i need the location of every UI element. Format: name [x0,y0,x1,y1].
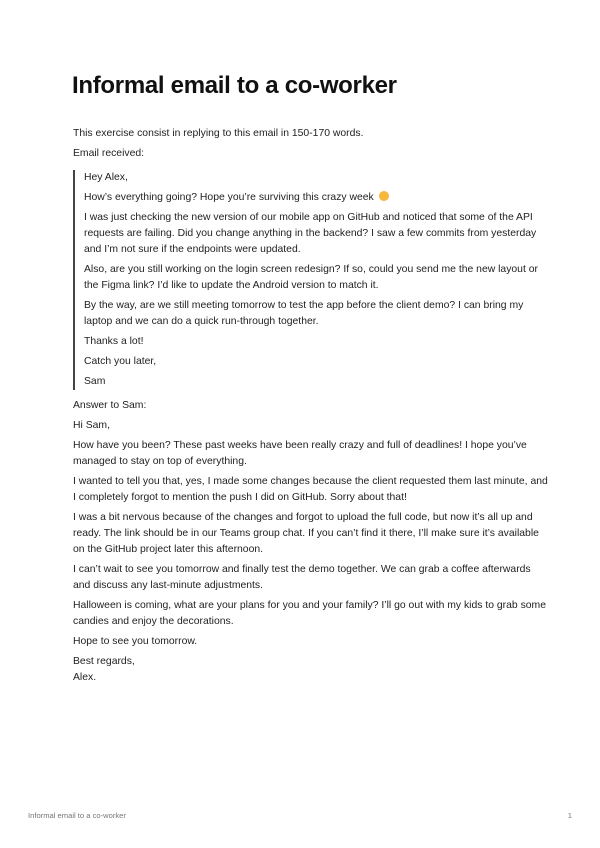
answer-signature: Alex. [73,672,97,683]
page-title: Informal email to a co-worker [72,72,397,99]
answer-paragraph-3: I was a bit nervous because of the changes and forgot to upload the full code, but now it’s all up and ready. The link should be in our Teams group chat. If you can’t find it there, I’ll make sure it’s available on the GitHub project later this afternoon. [73,512,539,555]
received-paragraph-1 [84,190,548,206]
received-paragraph-3: Also, are you still working on the login screen redesign? If so, could you send me the new layout or the Figma link? I’d like to update the Android version to match it. [84,264,538,291]
answer-closing: Best regards, [73,656,135,667]
received-email-quote [73,170,548,390]
received-thanks: Thanks a lot! [84,336,144,347]
smiling-sweat-face-icon [379,191,389,201]
answer-paragraph-2: I wanted to tell you that, yes, I made some changes because the client requested them last minute, and I completely forgot to mention the push I did on GitHub. Sorry about that! [73,476,548,503]
answer-paragraph-1: How have you been? These past weeks have been really crazy and full of deadlines! I hope you’ve managed to stay on top of everything. [73,440,527,467]
intro-text: This exercise consist in replying to this email in 150-170 words. [73,128,364,139]
received-paragraph-2: I was just checking the new version of our mobile app on GitHub and noticed that some of the API requests are failing. Did you change anything in the backend? I saw a few commits from yesterday and I’m not sure if the endpoints were updated. [84,212,537,255]
answer-label: Answer to Sam: [73,400,147,411]
answer-paragraph-4: I can’t wait to see you tomorrow and finally test the demo together. We can grab a coffee afterwards and discuss any last-minute adjustments. [73,564,531,591]
received-greeting: Hey Alex, [84,172,128,183]
footer-title: Informal email to a co-worker [28,811,126,820]
received-label: Email received: [73,148,145,159]
answer-greeting: Hi Sam, [73,420,110,431]
answer-paragraph-6: Hope to see you tomorrow. [73,636,198,647]
received-signature: Sam [84,376,106,387]
received-paragraph-1-text: How’s everything going? Hope you’re surviving this crazy week [84,192,374,203]
document-body [73,126,548,686]
answer-signoff [73,654,548,686]
answer-paragraph-5: Halloween is coming, what are your plans for you and your family? I’ll go out with my kids to grab some candies and enjoy the decorations. [73,600,546,627]
page-number: 1 [567,811,572,820]
received-closing: Catch you later, [84,356,157,367]
received-paragraph-4: By the way, are we still meeting tomorrow to test the app before the client demo? I can bring my laptop and we can do a quick run-through together. [84,300,524,327]
